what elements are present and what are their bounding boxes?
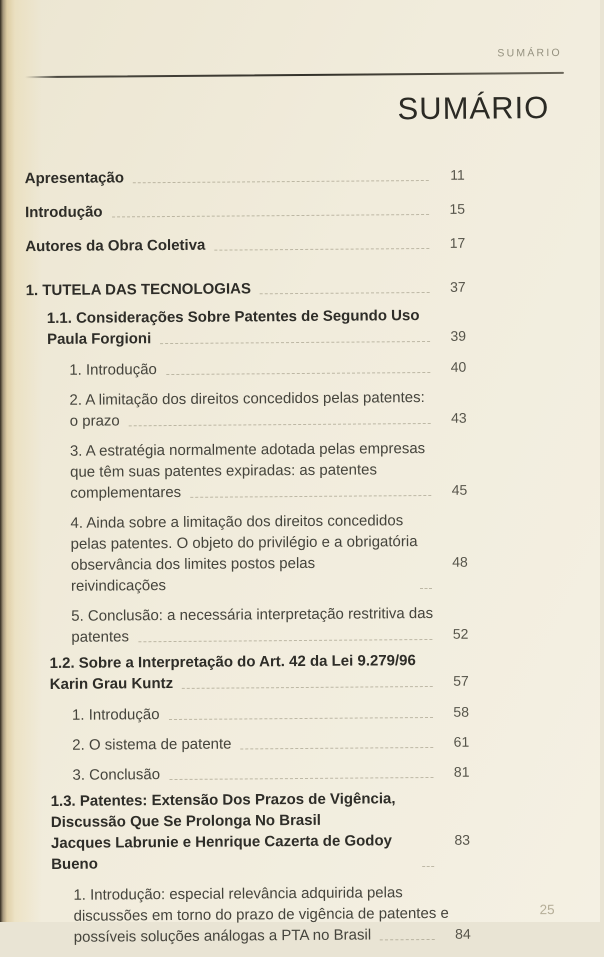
page-number: 43: [451, 409, 467, 426]
toc-list: [25, 165, 471, 957]
entry-title-line: 1.1. Considerações Sobre Patentes de Segundo Uso: [46, 307, 420, 327]
page-number: 11: [450, 166, 465, 183]
dotted-leader: [420, 588, 432, 589]
entry-title-line: Apresentação: [24, 169, 125, 188]
folio-page-number: 25: [539, 902, 555, 918]
dotted-leader: [112, 214, 429, 217]
entry-title-line: 5. Conclusão: a necessária interpretação restritiva das: [71, 604, 434, 625]
dotted-leader: [160, 341, 430, 344]
toc-line: [74, 924, 471, 948]
toc-entry: [25, 233, 465, 257]
page-number: 48: [452, 553, 468, 570]
toc-line: [25, 233, 465, 257]
entry-title-line: o prazo: [69, 412, 120, 430]
toc-entry: [26, 357, 466, 381]
dotted-leader: [138, 639, 432, 642]
entry-title-line: Discussão Que Se Prolonga No Brasil: [50, 811, 321, 831]
toc-entry: [26, 277, 466, 301]
page-number: 57: [453, 672, 469, 689]
entry-title-line: complementares: [70, 483, 182, 502]
entry-title-line: discussões em torno do prazo de vigência de patentes e: [73, 904, 449, 925]
entry-title-line: pelas patentes. O objeto do privilégio e a obrigatória: [70, 533, 418, 553]
page-number: 37: [449, 278, 466, 295]
entry-title-line: Introdução: [24, 203, 103, 222]
entry-title-line: 1. Introdução: [71, 706, 160, 724]
entry-title-line: possíveis soluções análogas a PTA no Brasil: [73, 926, 372, 946]
entry-title-line: 4. Ainda sobre a limitação dos direitos concedidos: [70, 512, 404, 532]
toc-line: [47, 305, 466, 329]
toc-line: [69, 387, 466, 411]
dotted-leader: [380, 939, 435, 940]
toc-entry: [27, 510, 468, 597]
toc-entry: [26, 387, 466, 432]
toc-line: [71, 552, 468, 597]
entry-author: Karin Grau Kuntz: [49, 675, 174, 693]
toc-entry: [27, 438, 467, 504]
toc-entry: [29, 702, 469, 726]
toc-line: [50, 671, 469, 695]
toc-line: [72, 702, 469, 726]
page-number: 39: [450, 327, 467, 344]
dotted-leader: [214, 248, 429, 251]
toc-line: [25, 199, 465, 223]
toc-entry: [30, 882, 470, 948]
page-number: 15: [449, 200, 466, 217]
toc-line: [73, 903, 470, 927]
entry-title-line: que têm suas patentes expiradas: as patentes: [70, 461, 378, 481]
toc-entry: [30, 788, 471, 875]
page-number: 17: [449, 234, 466, 251]
toc-line: [70, 480, 467, 504]
page-number: 58: [453, 703, 470, 720]
entry-title-line: patentes: [71, 628, 129, 646]
entry-title-line: observância dos limites postos pelas reivindicações: [70, 554, 320, 595]
toc-line: [71, 624, 468, 648]
toc-line: [70, 408, 467, 432]
page-number: 52: [452, 625, 469, 642]
toc-line: [47, 326, 466, 350]
dotted-leader: [182, 686, 433, 689]
entry-title-line: 3. A estratégia normalmente adotada pelas empresas: [69, 440, 426, 460]
dotted-leader: [260, 292, 430, 294]
toc-line: [72, 762, 469, 786]
entry-author: Jacques Labrunie e Henrique Cazerta de Godoy Bueno: [50, 832, 397, 873]
entry-title-line: 2. A limitação dos direitos concedidos pelas patentes:: [69, 389, 425, 409]
entry-title-line: 1.2. Sobre a Interpretação do Art. 42 da Lei 9.279/96: [49, 652, 416, 672]
dotted-leader: [169, 717, 433, 720]
page-number: 61: [453, 733, 470, 750]
entry-title-line: 1. Introdução: [69, 361, 157, 379]
running-head: SUMÁRIO: [497, 46, 562, 60]
toc-line: [72, 732, 469, 756]
page-number: 81: [453, 763, 470, 780]
dotted-leader: [166, 372, 430, 375]
page-number: 40: [450, 358, 467, 375]
toc-entry: [29, 650, 469, 695]
entry-title-line: 2. O sistema de patente: [72, 735, 232, 754]
toc-line: [50, 650, 469, 674]
toc-line: [71, 603, 468, 627]
toc-line: [70, 438, 467, 462]
entry-title-line: 1.3. Patentes: Extensão Dos Prazos de Vigência,: [50, 790, 396, 810]
page-number: 83: [454, 831, 471, 848]
toc-line: [69, 357, 466, 381]
page-number: 45: [451, 481, 468, 498]
dotted-leader: [133, 180, 429, 183]
dotted-leader: [241, 747, 434, 750]
entry-title-line: Autores da Obra Coletiva: [25, 236, 206, 256]
toc-entry: [28, 603, 468, 648]
toc-entry: [29, 732, 469, 756]
toc-entry: [26, 305, 466, 350]
toc-line: [26, 277, 466, 301]
dotted-leader: [422, 866, 434, 867]
entry-title-line: 1. Introdução: especial relevância adquirida pelas: [73, 884, 403, 904]
toc-entry: [25, 199, 465, 223]
dotted-leader: [129, 423, 431, 426]
header-rule: [25, 72, 564, 78]
dotted-leader: [190, 495, 431, 498]
dotted-leader: [169, 777, 433, 780]
entry-title-line: 3. Conclusão: [72, 766, 161, 784]
toc-line: [25, 165, 465, 189]
toc-entry: [25, 165, 465, 189]
page-title: SUMÁRIO: [397, 90, 550, 127]
toc-entry: [29, 762, 469, 786]
entry-title-line: 1. TUTELA DAS TECNOLOGIAS: [25, 280, 252, 300]
entry-author: Paula Forgioni: [46, 330, 152, 348]
page-number: 84: [455, 925, 471, 942]
toc-line: [51, 830, 470, 875]
